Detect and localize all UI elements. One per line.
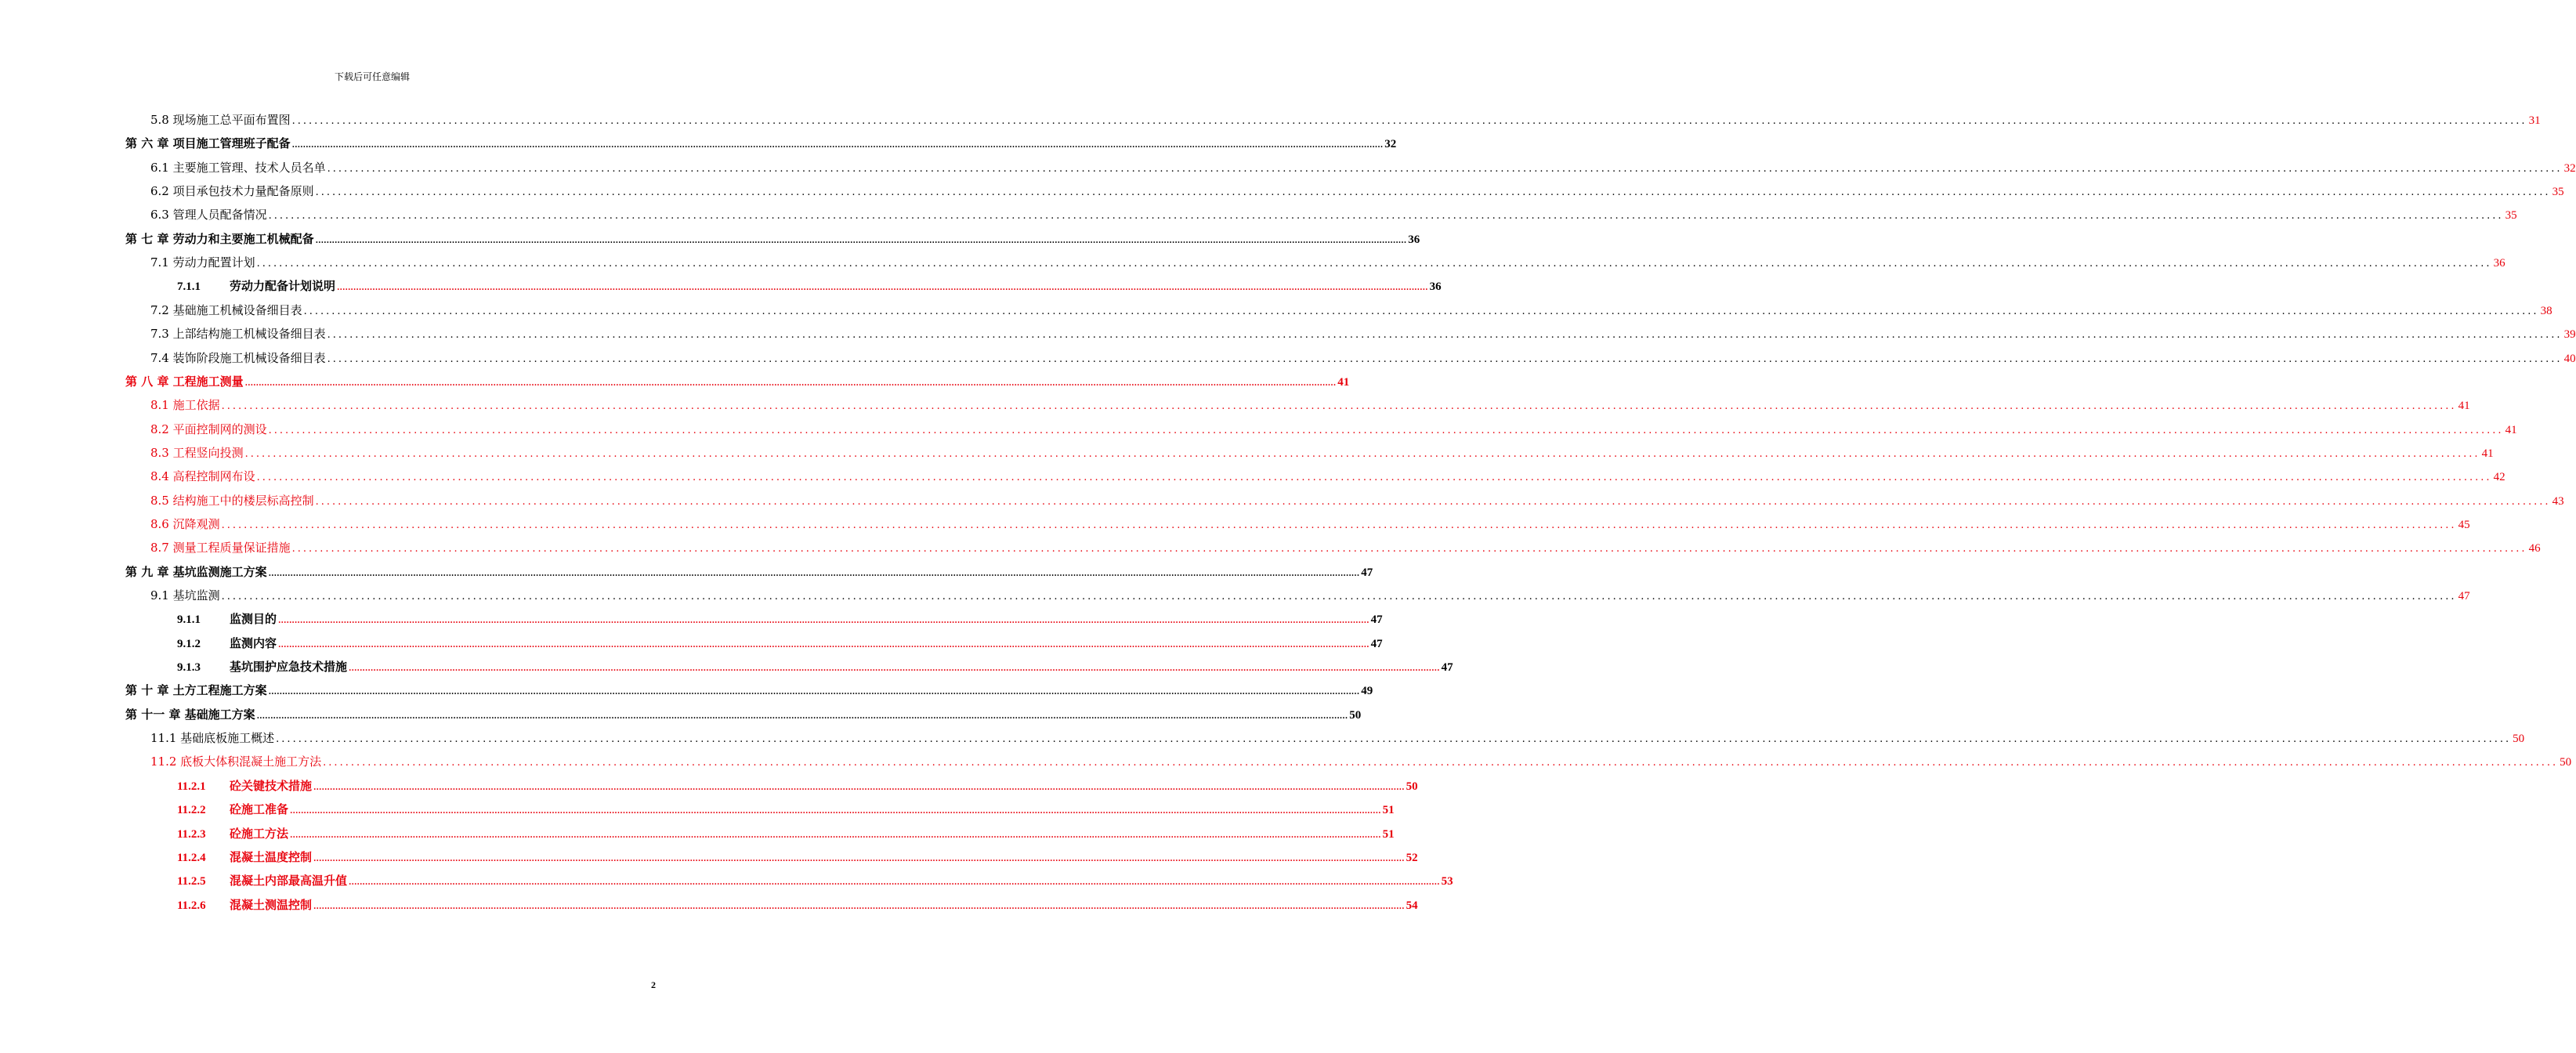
toc-entry[interactable] bbox=[150, 393, 2470, 417]
toc-entry-page: 32 bbox=[2563, 161, 2576, 175]
toc-entry-page: 47 bbox=[1361, 566, 1373, 579]
toc-entry-page: 40 bbox=[2563, 352, 2576, 365]
toc-dot-leader: ................................................................................................................................................................................................................................................................................................................................................................................................................ bbox=[244, 378, 1337, 388]
toc-entry-number: 9.1.1 bbox=[177, 613, 201, 627]
toc-entry-title: 8.6 沉降观测 bbox=[150, 516, 220, 531]
toc-entry[interactable] bbox=[150, 322, 2576, 346]
toc-dot-leader: ................................................................................................................................................................................................................................................................................................................................................................................................................ bbox=[278, 617, 1369, 626]
toc-entry-page: 47 bbox=[1441, 661, 1453, 675]
toc-entry[interactable] bbox=[177, 845, 1418, 869]
toc-entry-page: 52 bbox=[1406, 851, 1418, 864]
toc-entry-page: 54 bbox=[1406, 899, 1418, 912]
toc-dot-leader: ................................................................................................................................................................................................................................................................................................................................................................................................................ bbox=[337, 284, 1428, 293]
toc-entry[interactable] bbox=[177, 631, 1383, 655]
toc-entry-number: 7.1.1 bbox=[177, 280, 201, 294]
toc-entry-title: 7.4 装饰阶段施工机械设备细目表 bbox=[150, 350, 326, 365]
toc-dot-leader: ................................................................................................................................................................................................................................................................................................................................................................................................................ bbox=[315, 495, 2551, 508]
toc-entry-title bbox=[177, 845, 312, 870]
toc-entry[interactable] bbox=[150, 179, 2564, 203]
toc-entry[interactable] bbox=[125, 560, 1373, 584]
toc-entry[interactable] bbox=[150, 489, 2564, 512]
toc-entry-text: 砼关键技术措施 bbox=[230, 778, 313, 793]
toc-entry-page: 47 bbox=[2458, 590, 2470, 602]
toc-entry[interactable] bbox=[150, 346, 2576, 370]
toc-dot-leader: ................................................................................................................................................................................................................................................................................................................................................................................................................ bbox=[303, 305, 2539, 317]
toc-dot-leader: ................................................................................................................................................................................................................................................................................................................................................................................................................ bbox=[268, 210, 2504, 223]
toc-entry[interactable] bbox=[177, 774, 1418, 798]
toc-entry-page: 43 bbox=[2552, 494, 2564, 508]
toc-entry-title: 第 九 章 基坑监测施工方案 bbox=[125, 564, 267, 579]
toc-entry-title: 第 十 章 土方工程施工方案 bbox=[125, 683, 267, 698]
toc-entry-number: 9.1.2 bbox=[177, 637, 201, 650]
toc-entry-page: 41 bbox=[2505, 423, 2517, 436]
toc-entry-title bbox=[177, 631, 277, 656]
toc-entry-title: 11.1 基础底板施工概述 bbox=[150, 731, 275, 746]
toc-dot-leader: ................................................................................................................................................................................................................................................................................................................................................................................................................ bbox=[268, 688, 1360, 697]
toc-entry-page: 31 bbox=[2528, 114, 2541, 127]
toc-entry-title: 8.1 施工依据 bbox=[150, 398, 220, 413]
toc-dot-leader: ................................................................................................................................................................................................................................................................................................................................................................................................................ bbox=[327, 353, 2563, 365]
toc-dot-leader: ................................................................................................................................................................................................................................................................................................................................................................................................................ bbox=[278, 640, 1369, 650]
toc-entry-page: 36 bbox=[1408, 233, 1420, 246]
toc-dot-leader: ................................................................................................................................................................................................................................................................................................................................................................................................................ bbox=[327, 329, 2563, 342]
toc-entry-page: 41 bbox=[2458, 400, 2470, 413]
toc-entry[interactable] bbox=[150, 203, 2517, 226]
toc-entry[interactable] bbox=[177, 798, 1395, 821]
toc-dot-leader: ................................................................................................................................................................................................................................................................................................................................................................................................................ bbox=[327, 162, 2563, 175]
toc-entry-title bbox=[177, 869, 347, 893]
toc-entry[interactable] bbox=[150, 441, 2494, 465]
toc-entry[interactable] bbox=[150, 512, 2470, 536]
toc-dot-leader: ................................................................................................................................................................................................................................................................................................................................................................................................................ bbox=[276, 733, 2512, 746]
toc-entry[interactable] bbox=[150, 299, 2552, 322]
toc-dot-leader: ................................................................................................................................................................................................................................................................................................................................................................................................................ bbox=[313, 783, 1405, 792]
toc-entry-title: 第 十一 章 基础施工方案 bbox=[125, 707, 255, 722]
toc-entry-title: 5.8 现场施工总平面布置图 bbox=[150, 113, 291, 127]
toc-entry-number: 11.2.2 bbox=[177, 804, 206, 817]
toc-dot-leader: ................................................................................................................................................................................................................................................................................................................................................................................................................ bbox=[315, 236, 1407, 245]
toc-entry[interactable] bbox=[177, 869, 1453, 892]
toc-entry[interactable] bbox=[150, 156, 2576, 179]
toc-entry-text: 劳动力配备计划说明 bbox=[230, 279, 336, 294]
toc-entry-title: 8.3 工程竖向投测 bbox=[150, 445, 244, 460]
toc-entry[interactable] bbox=[177, 893, 1418, 917]
toc-entry-number: 11.2.1 bbox=[177, 780, 206, 793]
toc-entry-page: 41 bbox=[1337, 375, 1350, 389]
toc-dot-leader: ................................................................................................................................................................................................................................................................................................................................................................................................................ bbox=[221, 519, 2457, 531]
toc-entry-title bbox=[177, 798, 288, 822]
toc-entry-page: 46 bbox=[2528, 542, 2541, 555]
toc-dot-leader: ................................................................................................................................................................................................................................................................................................................................................................................................................ bbox=[349, 664, 1440, 674]
toc-dot-leader: ................................................................................................................................................................................................................................................................................................................................................................................................................ bbox=[290, 807, 1381, 816]
toc-entry[interactable] bbox=[150, 536, 2541, 559]
toc-entry-text: 监测内容 bbox=[230, 635, 277, 650]
toc-entry[interactable] bbox=[177, 274, 1442, 298]
toc-entry[interactable] bbox=[150, 584, 2470, 607]
toc-entry[interactable] bbox=[150, 465, 2505, 488]
toc-entry-title: 6.2 项目承包技术力量配备原则 bbox=[150, 184, 314, 199]
toc-entry-text: 混凝土测温控制 bbox=[230, 897, 313, 912]
toc-dot-leader: ................................................................................................................................................................................................................................................................................................................................................................................................................ bbox=[291, 141, 1384, 150]
toc-entry-number: 11.2.5 bbox=[177, 875, 206, 888]
toc-entry-number: 11.2.3 bbox=[177, 827, 206, 841]
page-header: 下载后可任意编辑 bbox=[334, 71, 410, 82]
toc-entry-text: 砼施工准备 bbox=[230, 802, 289, 817]
toc-entry-page: 41 bbox=[2481, 447, 2494, 460]
toc-entry-title bbox=[177, 274, 335, 299]
toc-entry-page: 32 bbox=[1384, 138, 1397, 151]
toc-entry-title bbox=[177, 607, 277, 631]
toc-entry[interactable] bbox=[125, 370, 1350, 393]
toc-dot-leader: ................................................................................................................................................................................................................................................................................................................................................................................................................ bbox=[349, 878, 1440, 888]
toc-dot-leader: ................................................................................................................................................................................................................................................................................................................................................................................................................ bbox=[290, 830, 1381, 840]
toc-entry-title bbox=[177, 774, 312, 798]
toc-entry-text: 混凝土内部最高温升值 bbox=[230, 874, 348, 888]
toc-entry[interactable] bbox=[177, 822, 1395, 845]
toc-entry-page: 50 bbox=[2513, 733, 2525, 746]
toc-entry[interactable] bbox=[150, 726, 2525, 750]
toc-entry-page: 50 bbox=[1406, 780, 1418, 793]
toc-entry-title: 6.1 主要施工管理、技术人员名单 bbox=[150, 160, 326, 175]
toc-entry[interactable] bbox=[125, 678, 1373, 702]
toc-entry-title: 8.4 高程控制网布设 bbox=[150, 469, 255, 484]
toc-entry-page: 51 bbox=[1382, 804, 1395, 817]
toc-entry[interactable] bbox=[150, 750, 2572, 773]
toc-entry[interactable] bbox=[150, 108, 2541, 132]
toc-entry-page: 50 bbox=[1349, 708, 1362, 722]
toc-entry[interactable] bbox=[125, 703, 1362, 726]
toc-entry-page: 45 bbox=[2458, 518, 2470, 531]
toc-entry-page: 53 bbox=[1441, 875, 1453, 888]
toc-entry[interactable] bbox=[150, 251, 2505, 274]
toc-dot-leader: ................................................................................................................................................................................................................................................................................................................................................................................................................ bbox=[313, 902, 1405, 911]
toc-dot-leader: ................................................................................................................................................................................................................................................................................................................................................................................................................ bbox=[268, 569, 1360, 578]
toc-entry-title: 7.3 上部结构施工机械设备细目表 bbox=[150, 327, 326, 342]
toc-entry-page: 51 bbox=[1382, 827, 1395, 841]
toc-entry[interactable] bbox=[150, 418, 2517, 441]
toc-entry[interactable] bbox=[125, 227, 1420, 251]
toc-entry-page: 42 bbox=[2493, 471, 2505, 484]
toc-entry-title: 9.1 基坑监测 bbox=[150, 588, 220, 602]
toc-entry-text: 监测目的 bbox=[230, 612, 277, 627]
toc-dot-leader: ................................................................................................................................................................................................................................................................................................................................................................................................................ bbox=[221, 591, 2457, 602]
toc-entry-page: 35 bbox=[2552, 186, 2564, 199]
toc-entry[interactable] bbox=[177, 655, 1453, 678]
toc-entry-number: 9.1.3 bbox=[177, 661, 201, 675]
toc-entry-page: 49 bbox=[1361, 685, 1373, 698]
toc-entry-title: 8.2 平面控制网的测设 bbox=[150, 422, 267, 436]
toc-entry-title bbox=[177, 655, 347, 679]
toc-entry-text: 砼施工方法 bbox=[230, 826, 289, 841]
toc-dot-leader: ................................................................................................................................................................................................................................................................................................................................................................................................................ bbox=[256, 711, 1348, 721]
toc-entry-title: 第 八 章 工程施工测量 bbox=[125, 374, 244, 389]
toc-entry-page: 39 bbox=[2563, 328, 2576, 342]
toc-entry-text: 混凝土温度控制 bbox=[230, 849, 313, 864]
toc-entry-title: 7.1 劳动力配置计划 bbox=[150, 255, 255, 270]
toc-dot-leader: ................................................................................................................................................................................................................................................................................................................................................................................................................ bbox=[313, 854, 1405, 863]
toc-entry-title bbox=[177, 822, 288, 846]
toc-entry-title: 8.7 测量工程质量保证措施 bbox=[150, 541, 291, 555]
toc-entry-title: 7.2 基础施工机械设备细目表 bbox=[150, 302, 302, 317]
toc-entry-page: 36 bbox=[2493, 257, 2505, 270]
toc-dot-leader: ................................................................................................................................................................................................................................................................................................................................................................................................................ bbox=[268, 424, 2504, 436]
toc-entry[interactable] bbox=[125, 132, 1397, 155]
toc-entry-number: 11.2.6 bbox=[177, 899, 206, 912]
toc-dot-leader: ................................................................................................................................................................................................................................................................................................................................................................................................................ bbox=[315, 186, 2551, 199]
toc-dot-leader: ................................................................................................................................................................................................................................................................................................................................................................................................................ bbox=[244, 447, 2480, 460]
toc-entry-text: 基坑围护应急技术措施 bbox=[230, 660, 348, 675]
toc-dot-leader: ................................................................................................................................................................................................................................................................................................................................................................................................................ bbox=[256, 258, 2492, 270]
toc-entry-page: 35 bbox=[2505, 209, 2517, 223]
toc-entry-title bbox=[177, 893, 312, 917]
toc-entry[interactable] bbox=[177, 607, 1383, 631]
toc-entry-title: 8.5 结构施工中的楼层标高控制 bbox=[150, 493, 314, 508]
toc-entry-page: 47 bbox=[1370, 613, 1383, 627]
toc-entry-title: 6.3 管理人员配备情况 bbox=[150, 208, 267, 223]
toc-entry-page: 36 bbox=[1429, 280, 1442, 294]
toc-entry-title: 11.2 底板大体积混凝土施工方法 bbox=[150, 754, 322, 769]
toc-entry-title: 第 七 章 劳动力和主要施工机械配备 bbox=[125, 231, 314, 246]
toc-entry-page: 38 bbox=[2540, 304, 2552, 317]
toc-entry-page: 50 bbox=[2560, 756, 2572, 769]
toc-entry-title: 第 六 章 项目施工管理班子配备 bbox=[125, 136, 291, 151]
toc-dot-leader: ................................................................................................................................................................................................................................................................................................................................................................................................................ bbox=[291, 115, 2527, 127]
toc-dot-leader: ................................................................................................................................................................................................................................................................................................................................................................................................................ bbox=[256, 472, 2492, 484]
toc-entry-number: 11.2.4 bbox=[177, 851, 206, 864]
toc-entry-page: 47 bbox=[1370, 637, 1383, 650]
page-number: 2 bbox=[651, 979, 656, 990]
toc-dot-leader: ................................................................................................................................................................................................................................................................................................................................................................................................................ bbox=[323, 757, 2559, 769]
toc-dot-leader: ................................................................................................................................................................................................................................................................................................................................................................................................................ bbox=[291, 543, 2527, 555]
toc-dot-leader: ................................................................................................................................................................................................................................................................................................................................................................................................................ bbox=[221, 400, 2457, 413]
